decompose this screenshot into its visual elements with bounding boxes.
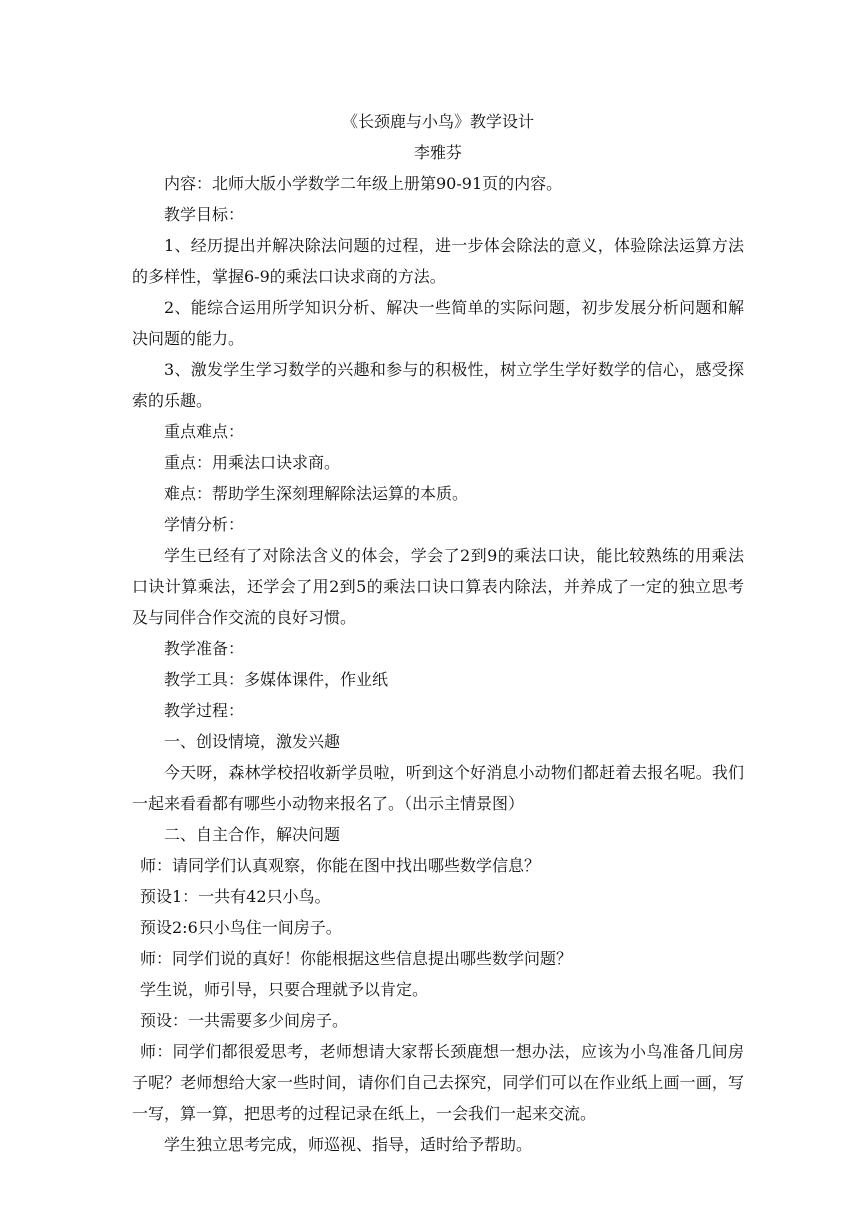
dialogue-line: 师：请同学们认真观察，你能在图中找出哪些数学信息？ (140, 856, 541, 875)
document-body (132, 106, 744, 1160)
section1-heading: 一、创设情境，激发兴趣 (164, 732, 341, 751)
key-points-heading: 重点难点： (164, 422, 245, 441)
analysis-heading: 学情分析： (164, 515, 245, 534)
teaching-tools: 教学工具：多媒体课件，作业纸 (164, 670, 389, 689)
objectives-heading: 教学目标： (164, 205, 245, 224)
teacher-guidance: 师：同学们都很爱思考，老师想请大家帮长颈鹿想一想办法，应该为小鸟准备几间房子呢？老师想给大家一些时间，请你们自己去探究，同学们可以在作业纸上画一画，写一写，算一算，把思考的过程记录在纸上，一会我们一起来交流。 (132, 1042, 744, 1123)
dialogue-line: 预设：一共需要多少间房子。 (140, 1011, 349, 1030)
difficulty: 难点：帮助学生深刻理解除法运算的本质。 (164, 484, 469, 503)
closing-line: 学生独立思考完成，师巡视、指导，适时给予帮助。 (164, 1135, 533, 1154)
analysis-text: 学生已经有了对除法含义的体会，学会了2到9的乘法口诀，能比较熟练的用乘法口诀计算乘法，还学会了用2到5的乘法口诀口算表内除法，并养成了一定的独立思考及与同伴合作交流的良好习惯。 (132, 546, 744, 627)
section2-heading: 二、自主合作，解决问题 (164, 825, 341, 844)
preparation-heading: 教学准备： (164, 639, 245, 658)
objective-3: 3、激发学生学习数学的兴趣和参与的积极性，树立学生学好数学的信心，感受探索的乐趣。 (132, 360, 744, 410)
dialogue-line: 预设1：一共有42只小鸟。 (140, 887, 331, 906)
objective-1: 1、经历提出并解决除法问题的过程，进一步体会除法的意义，体验除法运算方法的多样性，掌握6-9的乘法口诀求商的方法。 (132, 236, 744, 286)
dialogue-line: 预设2:6只小鸟住一间房子。 (140, 918, 342, 937)
objective-2: 2、能综合运用所学知识分析、解决一些简单的实际问题，初步发展分析问题和解决问题的能力。 (132, 298, 744, 348)
dialogue-line: 师：同学们说的真好！你能根据这些信息提出哪些数学问题？ (140, 949, 573, 968)
document-title: 《长颈鹿与小鸟》教学设计 (341, 112, 534, 131)
section1-text: 今天呀，森林学校招收新学员啦，听到这个好消息小动物们都赶着去报名呢。我们一起来看看都有哪些小动物来报名了。（出示主情景图） (132, 763, 744, 813)
process-heading: 教学过程： (164, 701, 245, 720)
dialogue-line: 学生说，师引导，只要合理就予以肯定。 (140, 980, 429, 999)
document-author: 李雅芬 (413, 143, 462, 162)
content-line: 内容：北师大版小学数学二年级上册第90-91页的内容。 (164, 174, 563, 193)
key-point: 重点：用乘法口诀求商。 (164, 453, 341, 472)
